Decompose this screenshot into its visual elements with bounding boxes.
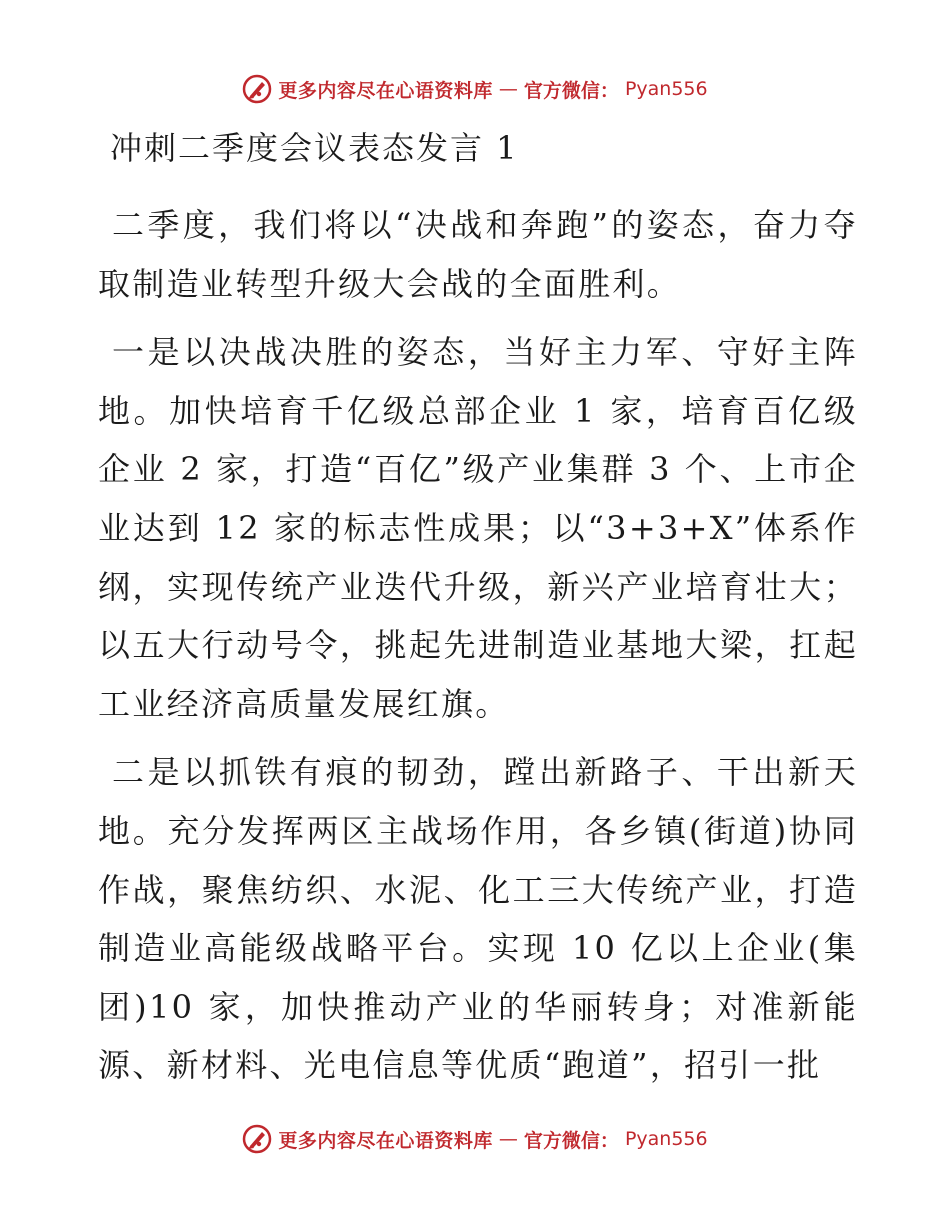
banner-dash: —	[498, 1128, 518, 1150]
footer-banner	[0, 1122, 950, 1156]
pen-logo-icon	[242, 1124, 272, 1154]
paragraph-point-two: 二是以抓铁有痕的韧劲，蹚出新路子、干出新天地。充分发挥两区主战场作用，各乡镇(街道)协同作战，聚焦纺织、水泥、化工三大传统产业，打造制造业高能级战略平台。实现 10 亿以上企业(集团)10 家，加快推动产业的华丽转身；对准新能源、新材料、光电信息等优质“跑道”，招引一批	[98, 753, 858, 1085]
banner-text: 更多内容尽在心语资料库	[278, 1129, 493, 1152]
document-title: 冲刺二季度会议表态发言 1	[110, 129, 519, 167]
banner-wechat-label: 官方微信：	[523, 79, 619, 102]
document-body	[98, 196, 858, 1105]
banner-wechat-id: Pyan556	[624, 1128, 708, 1150]
paragraph-intro: 二季度，我们将以“决战和奔跑”的姿态，奋力夺取制造业转型升级大会战的全面胜利。	[98, 206, 858, 303]
banner-wechat-id: Pyan556	[624, 78, 708, 100]
pen-logo-icon	[242, 74, 272, 104]
paragraph-point-one: 一是以决战决胜的姿态，当好主力军、守好主阵地。加快培育千亿级总部企业 1 家，培育百亿级企业 2 家，打造“百亿”级产业集群 3 个、上市企业达到 12 家的标志性成果；以“3+3+X”体系作纲，实现传统产业迭代升级，新兴产业培育壮大；以五大行动号令，挑起先进制造业基地大梁，扛起工业经济高质量发展红旗。	[98, 333, 858, 723]
banner-wechat-label: 官方微信：	[523, 1129, 619, 1152]
banner-text: 更多内容尽在心语资料库	[278, 79, 493, 102]
banner-dash: —	[498, 78, 518, 100]
header-banner	[0, 72, 950, 106]
